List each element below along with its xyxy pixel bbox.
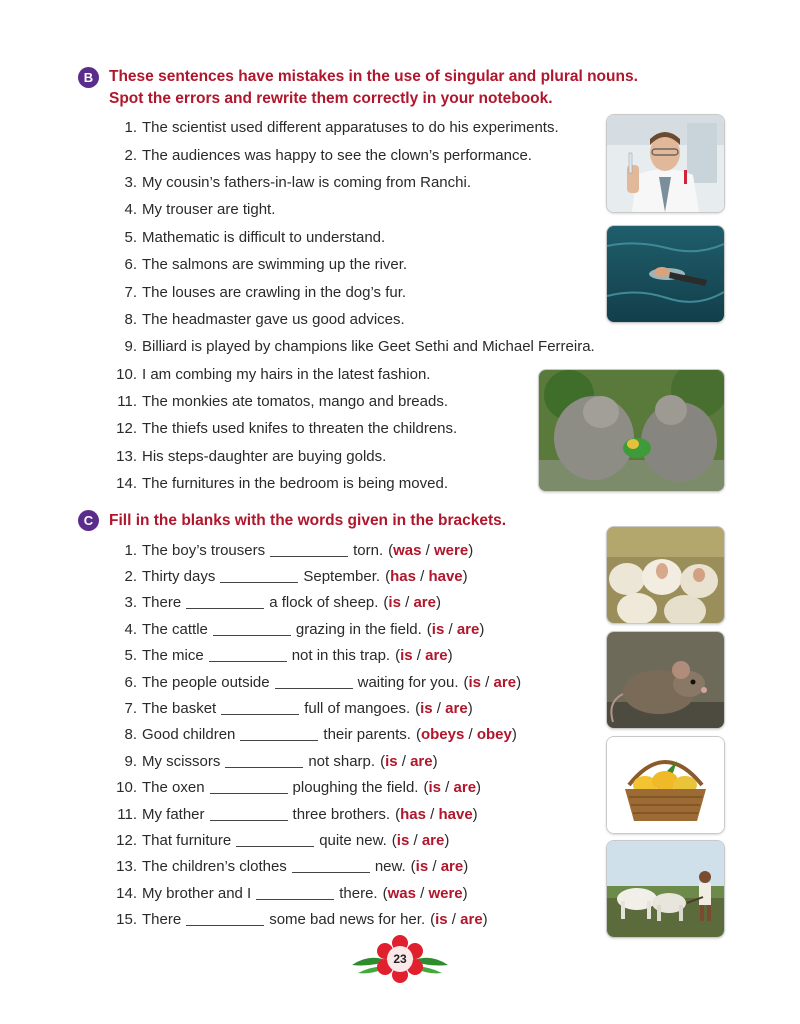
item-text-before: Thirty days [142,568,216,586]
item-number: 8. [124,726,137,744]
list-item [109,695,521,721]
option-1: is [388,594,401,612]
item-text-before: The oxen [142,779,205,797]
page-number: 23 [393,952,407,966]
open-paren: ( [415,726,421,744]
open-paren: ( [395,805,401,823]
item-number: 12. [116,831,137,849]
option-1: is [420,700,433,718]
item-text-after: three brothers. [292,805,391,823]
option-2: are [445,700,468,718]
list-item [109,278,595,305]
item-number: 13. [116,447,137,465]
monkeys-image [539,370,724,491]
item-text-before: The boy’s trousers [142,541,266,559]
item-number: 6. [124,673,137,691]
option-1: is [396,831,410,849]
list-item [109,169,595,196]
list-item [109,827,521,853]
item-text: The louses are crawling in the dog’s fur. [142,283,407,301]
open-paren: ( [380,752,386,770]
item-text-after: not sharp. [308,752,376,770]
blank-line [221,702,299,715]
item-text: The salmons are swimming up the river. [142,256,408,274]
option-2: are [453,779,477,797]
item-text-after: quite new. [319,831,387,849]
mouse-image [607,632,724,728]
open-paren: ( [385,568,391,586]
list-item [109,722,521,748]
item-text: The headmaster gave us good advices. [142,310,405,328]
close-paren: ) [482,911,488,929]
mango-basket-photo [606,736,725,834]
option-1: is [468,673,482,691]
options [388,542,473,559]
close-paren: ) [447,647,453,665]
item-text-after: grazing in the field. [295,620,422,638]
options [380,753,438,770]
blank-line [225,755,303,768]
slash: / [444,620,457,638]
item-text-after: some bad news for her. [269,911,426,929]
scientist-image [607,115,724,212]
blank-line [210,808,288,821]
options [395,647,453,664]
option-1: is [435,911,448,929]
option-2: have [428,568,463,586]
options [430,911,488,928]
item-number: 11. [117,393,137,411]
slash: / [447,911,461,929]
option-1: is [428,779,441,797]
item-text-before: The people outside [142,673,270,691]
options [383,594,441,611]
item-number: 6. [124,256,137,274]
item-number: 8. [124,310,137,328]
options [427,621,485,638]
close-paren: ) [462,568,468,586]
item-number: 3. [124,173,137,191]
options [423,779,481,796]
slash: / [415,884,429,902]
item-text: The monkies ate tomatos, mango and breads. [142,393,449,411]
blank-line [270,544,348,557]
oxen-image [607,841,724,937]
blank-line [292,860,370,873]
page-number-ornament [350,935,450,983]
item-number: 9. [124,752,137,770]
option-2: are [410,752,433,770]
list-item [109,251,595,278]
open-paren: ( [410,858,416,876]
item-number: 15. [116,911,137,929]
slash: / [412,647,426,665]
option-1: was [393,541,422,559]
open-paren: ( [383,594,389,612]
sheep-image [607,527,724,623]
item-number: 9. [124,338,137,356]
item-text-before: Good children [142,726,236,744]
list-item [109,224,595,251]
item-text-before: My father [142,805,205,823]
item-text: His steps-daughter are buying golds. [142,447,387,465]
option-2: have [438,805,473,823]
item-text-after: September. [303,568,381,586]
close-paren: ) [476,779,482,797]
close-paren: ) [472,805,478,823]
blank-line [213,623,291,636]
item-number: 2. [124,146,137,164]
option-1: is [431,620,445,638]
option-2: were [428,884,463,902]
item-number: 11. [117,805,137,823]
option-1: has [390,568,416,586]
option-1: obeys [420,726,465,744]
item-number: 14. [116,884,137,902]
list-item [109,443,595,470]
slash: / [464,726,477,744]
close-paren: ) [435,594,441,612]
close-paren: ) [462,884,468,902]
section-c-list [109,537,521,933]
list-item [109,775,521,801]
options [395,806,478,823]
sheep-photo [606,526,725,624]
option-1: has [400,805,426,823]
slash: / [425,805,439,823]
open-paren: ( [423,779,429,797]
list-item [109,333,595,360]
list-item [109,748,521,774]
item-text: The audiences was happy to see the clown’s performance. [142,146,532,164]
item-number: 13. [116,858,137,876]
option-1: is [400,647,413,665]
list-item [109,616,521,642]
close-paren: ) [463,858,469,876]
item-text-after: there. [339,884,378,902]
section-b-list [109,114,595,497]
item-number: 10. [116,365,137,383]
item-text-before: There [142,911,182,929]
open-paren: ( [426,620,432,638]
item-text-after: not in this trap. [291,647,391,665]
blank-line [209,649,287,662]
list-item [109,590,521,616]
slash: / [441,779,454,797]
item-text: The furnitures in the bedroom is being moved. [142,475,448,493]
item-text-after: torn. [353,541,384,559]
item-text-before: My scissors [142,752,221,770]
open-paren: ( [463,673,469,691]
slash: / [481,673,494,691]
blank-line [275,676,353,689]
item-text: The thiefs used knifes to threaten the childrens. [142,420,458,438]
slash: / [409,831,422,849]
item-text: Mathematic is difficult to understand. [142,228,386,246]
swimmer-image [607,226,724,322]
list-item [109,415,595,442]
open-paren: ( [395,647,401,665]
item-number: 7. [124,283,137,301]
list-item [109,906,521,932]
section-c-title: Fill in the blanks with the words given in the brackets. [109,512,507,529]
section-b-badge: B [78,67,99,88]
section-b-title-line1: These sentences have mistakes in the use of singular and plural nouns. [109,68,638,85]
item-text-after: their parents. [323,726,411,744]
list-item [109,361,595,388]
options [383,885,468,902]
item-text-after: ploughing the field. [292,779,419,797]
slash: / [415,568,429,586]
item-number: 10. [116,779,137,797]
close-paren: ) [444,831,450,849]
item-number: 3. [124,594,137,612]
option-1: was [387,884,416,902]
option-1: is [385,752,398,770]
list-item [109,114,595,141]
item-number: 4. [124,201,137,219]
monkeys-photo [538,369,725,492]
list-item [109,470,595,497]
blank-line [236,834,314,847]
option-2: are [440,858,464,876]
open-paren: ( [388,541,394,559]
item-text-before: My brother and I [142,884,252,902]
option-2: are [456,620,480,638]
close-paren: ) [511,726,517,744]
section-b-heading [109,66,638,110]
item-text: My cousin’s fathers-in-law is coming from Ranchi. [142,173,471,191]
close-paren: ) [467,700,473,718]
option-2: are [425,647,448,665]
options [464,674,522,691]
slash: / [400,594,414,612]
list-item [109,388,595,415]
item-number: 2. [124,568,137,586]
list-item [109,537,521,563]
list-item [109,196,595,223]
item-number: 5. [124,228,137,246]
option-1: is [415,858,429,876]
item-number: 12. [116,420,137,438]
blank-line [186,913,264,926]
list-item [109,643,521,669]
options [411,858,469,875]
list-item [109,801,521,827]
item-text-before: There [142,594,182,612]
item-text: My trouser are tight. [142,201,276,219]
section-b-title-line2: Spot the errors and rewrite them correctly in your notebook. [109,90,553,107]
item-text-before: The children’s clothes [142,858,287,876]
option-2: are [460,911,483,929]
item-text: Billiard is played by champions like Geet Sethi and Michael Ferreira. [142,338,595,356]
options [392,832,450,849]
options [416,726,517,743]
open-paren: ( [430,911,436,929]
option-2: are [413,594,436,612]
item-text: I am combing my hairs in the latest fashion. [142,365,431,383]
list-item [109,141,595,168]
item-text-after: full of mangoes. [304,700,411,718]
list-item [109,563,521,589]
open-paren: ( [382,884,388,902]
list-item [109,669,521,695]
scientist-photo [606,114,725,213]
item-number: 4. [124,620,137,638]
mouse-photo [606,631,725,729]
close-paren: ) [432,752,438,770]
mango-basket-image [607,737,724,833]
list-item [109,880,521,906]
blank-line [186,596,264,609]
option-2: are [421,831,445,849]
slash: / [421,541,435,559]
item-text-after: a flock of sheep. [269,594,379,612]
slash: / [428,858,441,876]
swimmer-photo [606,225,725,323]
item-text-before: The cattle [142,620,208,638]
slash: / [432,700,446,718]
close-paren: ) [516,673,522,691]
slash: / [397,752,411,770]
section-c-badge: C [78,510,99,531]
item-text-before: That furniture [142,831,232,849]
options [415,700,473,717]
section-c-heading [109,510,506,532]
option-2: are [493,673,517,691]
item-number: 1. [124,541,137,559]
item-text-before: The basket [142,700,217,718]
item-text-before: The mice [142,647,204,665]
options [385,568,468,585]
blank-line [256,887,334,900]
close-paren: ) [479,620,485,638]
list-item [109,854,521,880]
list-item [109,306,595,333]
option-2: obey [476,726,512,744]
item-number: 5. [124,647,137,665]
blank-line [210,781,288,794]
item-number: 1. [124,119,137,137]
open-paren: ( [415,700,421,718]
item-number: 14. [116,475,137,493]
oxen-photo [606,840,725,938]
item-text-after: waiting for you. [357,673,459,691]
blank-line [240,728,318,741]
blank-line [220,570,298,583]
close-paren: ) [468,541,474,559]
item-text: The scientist used different apparatuses to do his experiments. [142,119,559,137]
open-paren: ( [391,831,397,849]
option-2: were [434,541,469,559]
item-number: 7. [124,700,137,718]
item-text-after: new. [374,858,406,876]
